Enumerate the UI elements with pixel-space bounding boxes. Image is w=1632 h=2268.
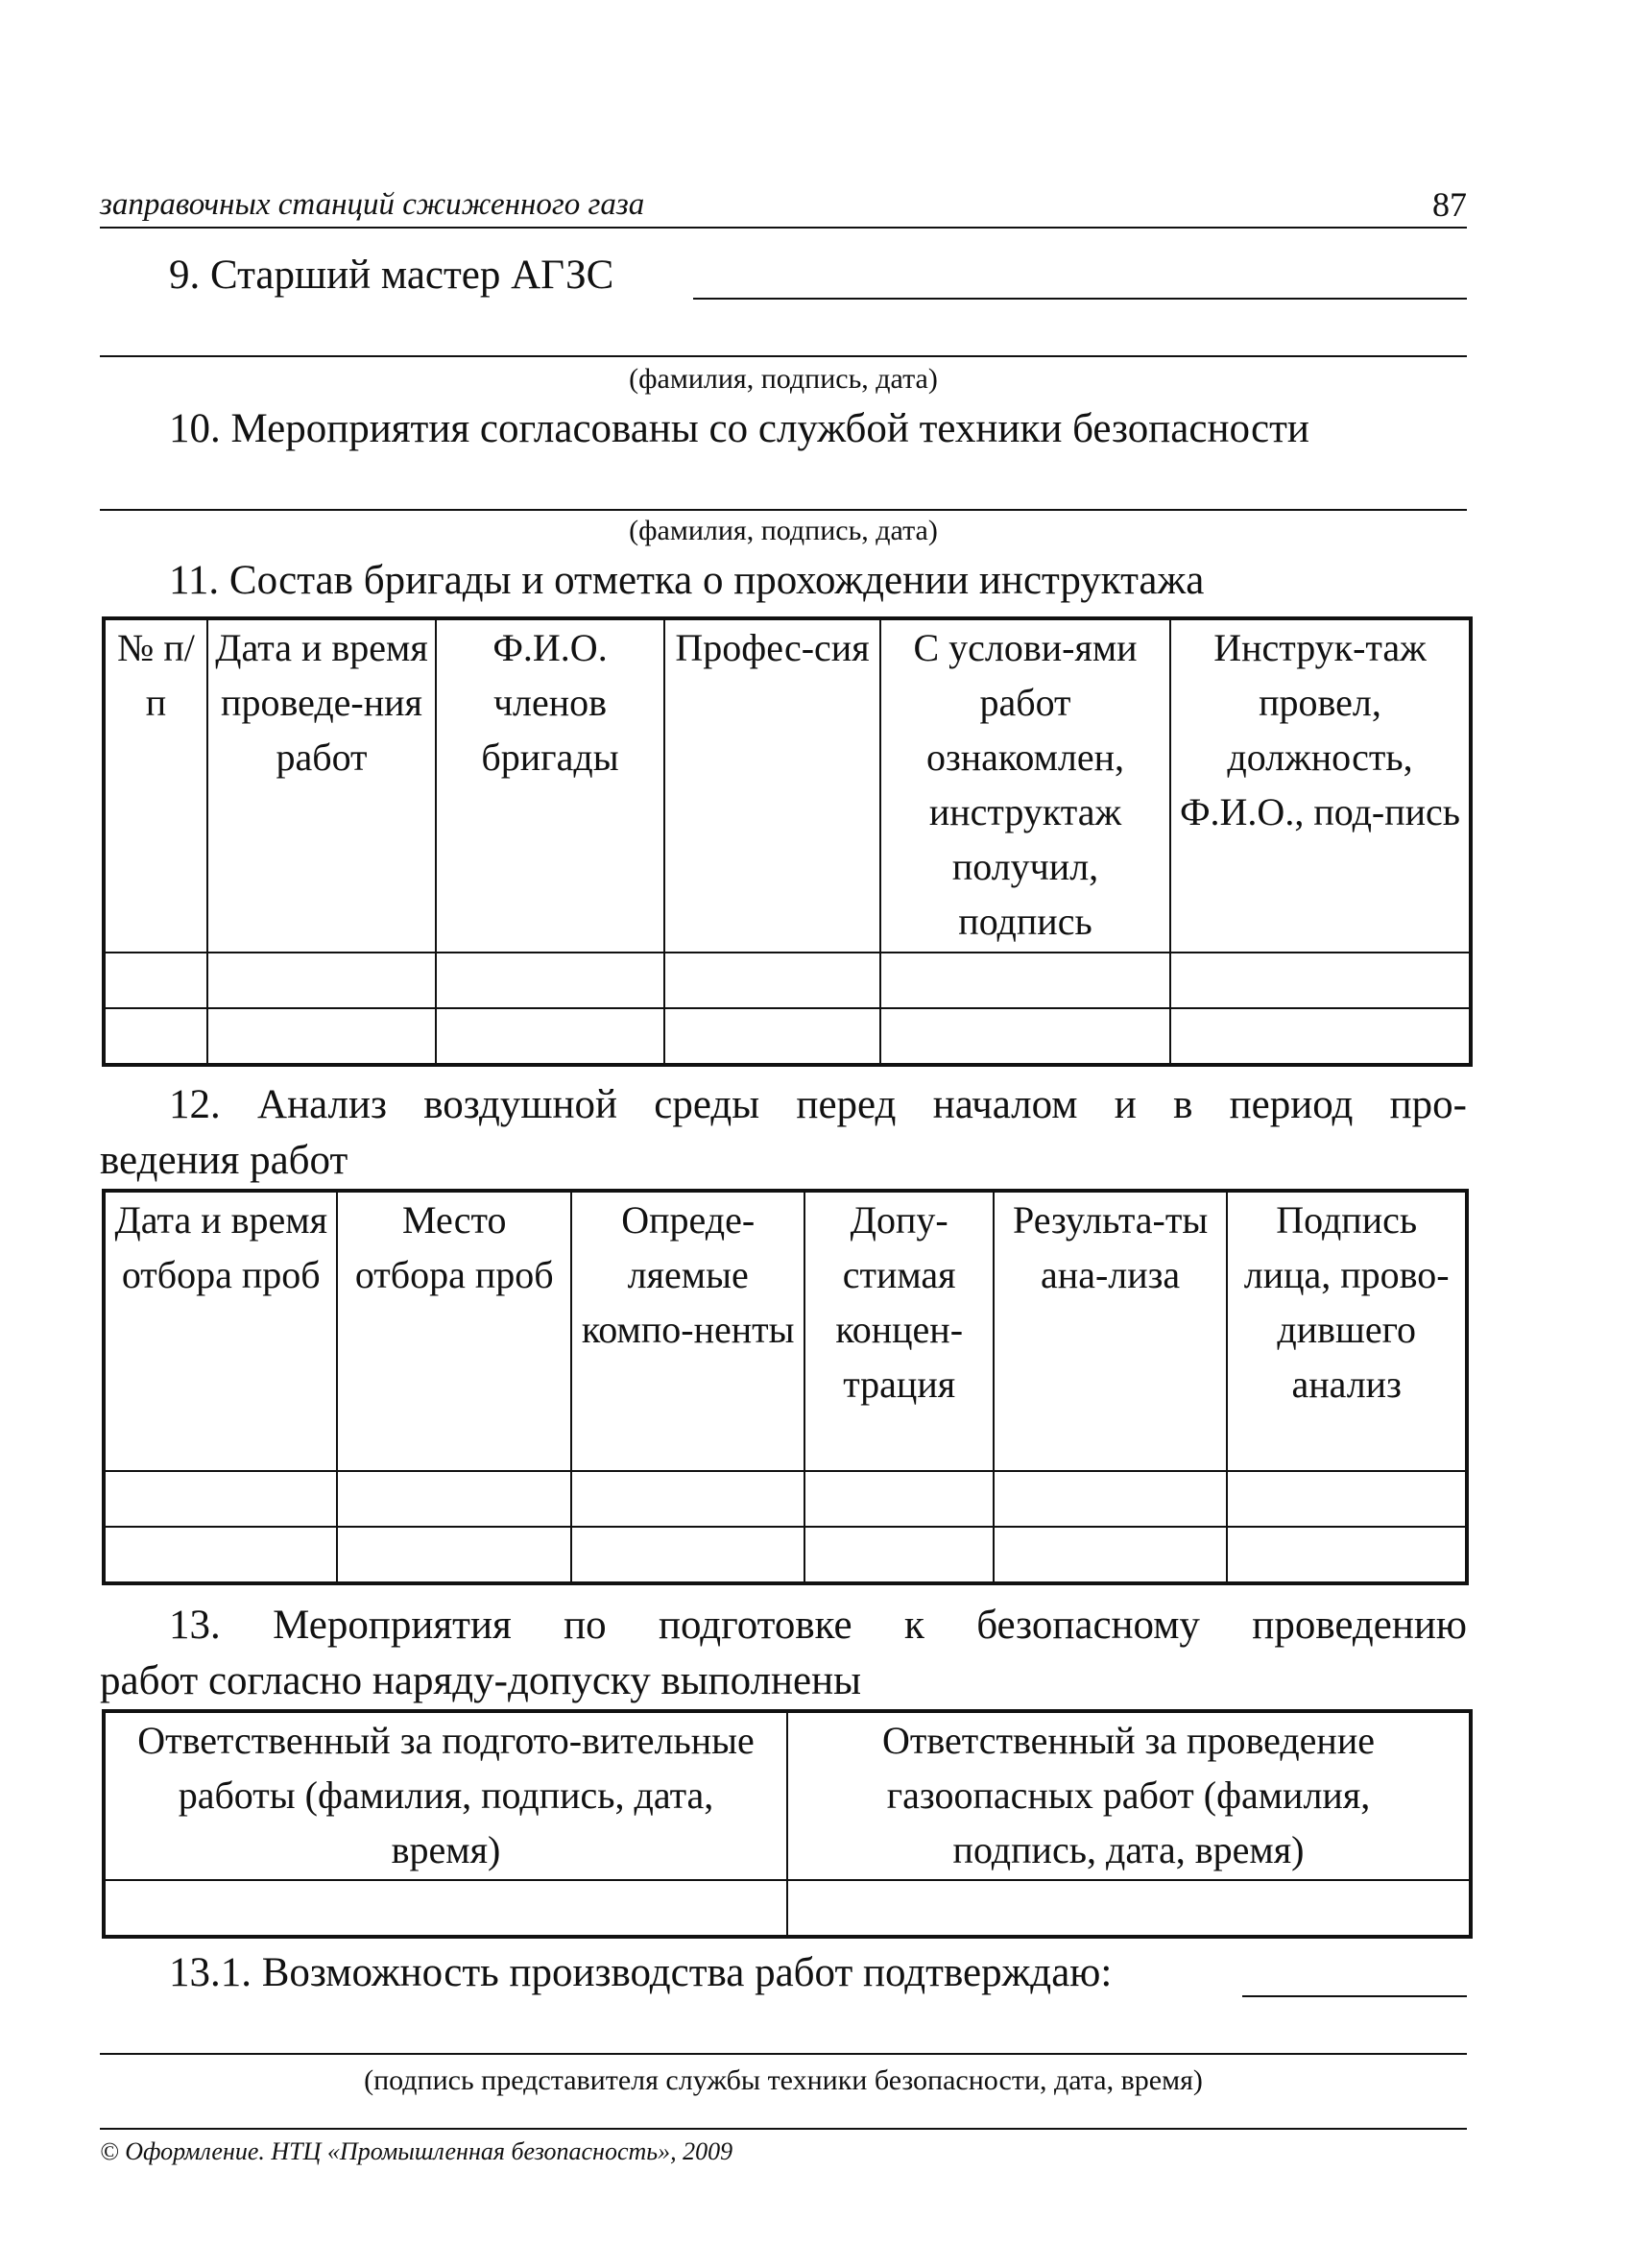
brigade-col-instructor: Инструк-таж провел, должность, Ф.И.О., под-пись (1170, 618, 1471, 953)
table-cell (994, 1527, 1227, 1583)
item9-signature-line (100, 355, 1467, 357)
item13-1-signature-line (100, 2053, 1467, 2055)
table-row (104, 1008, 1471, 1065)
table-row (104, 953, 1471, 1008)
item13-1-fill-line (1242, 1995, 1467, 1997)
footer-copyright: © Оформление. НТЦ «Промышленная безопасность», 2009 (100, 2137, 733, 2165)
air-col-place: Место отбора проб (337, 1191, 570, 1471)
table-cell (104, 1527, 337, 1583)
air-col-concentration: Допу-стимая концен-трация (804, 1191, 993, 1471)
brigade-col-number: № п/п (104, 618, 207, 953)
table-row (104, 1471, 1467, 1527)
brigade-col-profession: Профес-сия (664, 618, 880, 953)
table-cell (880, 1008, 1170, 1065)
table-cell (571, 1527, 804, 1583)
item13-line2: работ согласно наряду-допуску выполнены (100, 1658, 862, 1703)
air-col-components: Опреде-ляемые компо-ненты (571, 1191, 804, 1471)
table-cell (337, 1471, 570, 1527)
air-col-results: Результа-ты ана-лиза (994, 1191, 1227, 1471)
item12-line2: ведения работ (100, 1138, 348, 1183)
air-col-datetime: Дата и время отбора проб (104, 1191, 337, 1471)
air-col-signature: Подпись лица, прово-дившего анализ (1227, 1191, 1467, 1471)
table-cell (880, 953, 1170, 1008)
table-cell (571, 1471, 804, 1527)
air-analysis-table (102, 1189, 1469, 1585)
table-cell (436, 1008, 664, 1065)
table-cell (664, 1008, 880, 1065)
table-cell (104, 1880, 787, 1937)
brigade-col-acknowledged: С услови-ями работ ознакомлен, инструктаж получил, подпись (880, 618, 1170, 953)
table-cell (104, 1471, 337, 1527)
item13-line1: 13. Мероприятия по подготовке к безопасному проведению (169, 1603, 1467, 1648)
item11-label: 11. Состав бригады и отметка о прохождении инструктажа (169, 558, 1205, 603)
item9-caption: (фамилия, подпись, дата) (629, 363, 938, 395)
table-row (104, 1880, 1471, 1937)
table-cell (207, 1008, 436, 1065)
air-header-row (104, 1191, 1467, 1471)
table-cell (787, 1880, 1471, 1937)
responsible-col-gas: Ответственный за проведение газоопасных работ (фамилия, подпись, дата, время) (787, 1711, 1471, 1880)
brigade-table (102, 616, 1473, 1067)
table-cell (1227, 1527, 1467, 1583)
table-cell (337, 1527, 570, 1583)
item9-fill-line (693, 298, 1467, 300)
table-cell (1227, 1471, 1467, 1527)
table-cell (1170, 953, 1471, 1008)
page-number: 87 (1432, 185, 1467, 224)
item12-line1: 12. Анализ воздушной среды перед началом и в период про- (169, 1082, 1467, 1127)
table-cell (664, 953, 880, 1008)
brigade-col-datetime: Дата и время проведе-ния работ (207, 618, 436, 953)
table-cell (804, 1527, 993, 1583)
table-cell (994, 1471, 1227, 1527)
table-cell (436, 953, 664, 1008)
brigade-header-row (104, 618, 1471, 953)
item10-signature-line (100, 509, 1467, 511)
item9-label: 9. Старший мастер АГЗС (169, 253, 614, 298)
item13-1-caption: (подпись представителя службы техники безопасности, дата, время) (364, 2064, 1203, 2096)
responsible-table (102, 1709, 1473, 1939)
running-header (100, 179, 1467, 229)
item13-1-label: 13.1. Возможность производства работ подтверждаю: (169, 1950, 1113, 1995)
table-cell (1170, 1008, 1471, 1065)
brigade-col-names: Ф.И.О. членов бригады (436, 618, 664, 953)
table-cell (207, 953, 436, 1008)
table-row (104, 1527, 1467, 1583)
item10-label: 10. Мероприятия согласованы со службой техники безопасности (169, 406, 1309, 451)
table-cell (804, 1471, 993, 1527)
running-title: заправочных станций сжиженного газа (100, 187, 645, 222)
responsible-header-row (104, 1711, 1471, 1880)
item10-caption: (фамилия, подпись, дата) (629, 515, 938, 546)
table-cell (104, 953, 207, 1008)
footer-divider (100, 2128, 1467, 2130)
responsible-col-prep: Ответственный за подгото-вительные работы (фамилия, подпись, дата, время) (104, 1711, 787, 1880)
table-cell (104, 1008, 207, 1065)
